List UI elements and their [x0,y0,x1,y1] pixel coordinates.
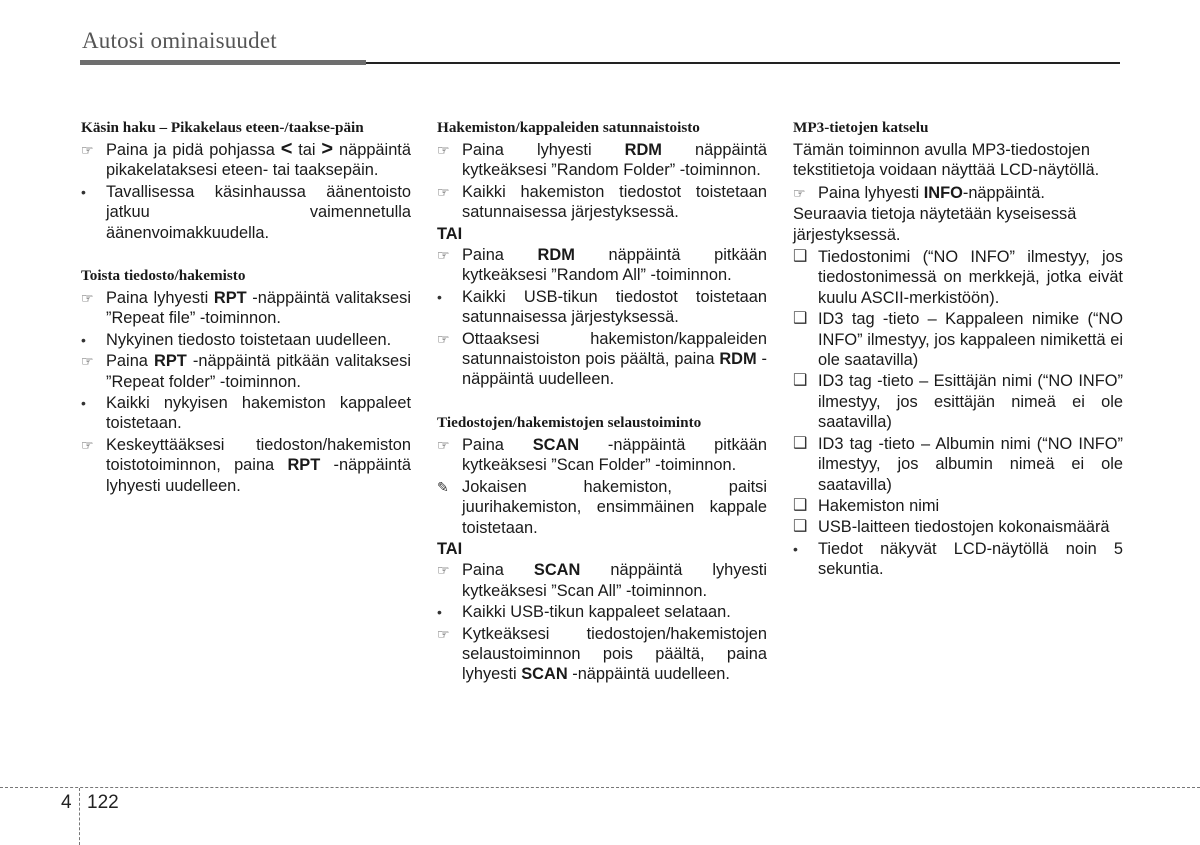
list-item: ☞ Paina lyhyesti RPT -näppäintä valitaksesi ”Repeat file” -toiminnon. [81,289,411,328]
checkbox-icon: ❑ [793,496,808,514]
pointing-hand-icon: ☞ [437,562,450,579]
list-item: ☞ Ottaaksesi hakemiston/kappaleiden satunnaistoiston pois päältä, paina RDM -näppäintä uudelleen. [437,329,767,389]
chevron-left-icon: < [280,138,293,160]
page-number: 122 [87,792,119,813]
or-label: TAI [437,224,463,243]
section-heading-manual-search: Käsin haku – Pikakelaus eteen-/taakse-päin [81,119,364,136]
pointing-hand-icon: ☞ [437,625,450,642]
section-heading-mp3-info: MP3-tietojen katselu [793,119,929,136]
bullet-icon: • [437,604,442,621]
list-item: ☞ Paina lyhyesti INFO-näppäintä. [793,183,1045,202]
list-item: • Kaikki USB-tikun kappaleet selataan. [437,603,731,622]
list-item: ❑ Hakemiston nimi [793,496,940,515]
list-item: ☞ Paina RDM näppäintä pitkään kytkeäksesi ”Random All” -toiminnon. [437,246,767,285]
pencil-note-icon: ✎ [437,478,449,495]
checkbox-icon: ❑ [793,372,808,390]
bullet-icon: • [81,331,86,348]
list-item: ☞ Kytkeäksesi tiedostojen/hakemistojen selaustoiminnon pois päältä, paina lyhyesti SCAN -näppäintä uudelleen. [437,624,767,684]
checkbox-icon: ❑ [793,434,808,452]
section-heading-repeat: Toista tiedosto/hakemisto [81,267,246,285]
list-item: • Kaikki nykyisen hakemiston kappaleet toistetaan. [81,394,411,433]
column-2 [437,118,767,686]
pointing-hand-icon: ☞ [81,142,94,158]
pointing-hand-icon: ☞ [437,183,450,200]
list-item: • Nykyinen tiedosto toistetaan uudelleen. [81,330,392,349]
footer-rule [0,787,1200,788]
list-item: ☞ Paina RPT -näppäintä pitkään valitaksesi ”Repeat folder” -toiminnon. [81,352,411,391]
pointing-hand-icon: ☞ [437,247,450,264]
section-heading-scan: Tiedostojen/hakemistojen selaustoiminto [437,413,702,431]
or-label: TAI [437,539,463,558]
pointing-hand-icon: ☞ [437,330,450,347]
bullet-icon: • [437,288,442,305]
column-1 [81,118,411,497]
list-item: ☞ Paina lyhyesti RDM näppäintä kytkeäksesi ”Random Folder” -toiminnon. [437,141,767,180]
list-item: • Tavallisessa käsinhaussa äänentoisto jatkuu vaimennetulla äänenvoimakkuudella. [81,182,411,242]
intro-paragraph: Tämän toiminnon avulla MP3-tiedostojen tekstitietoja voidaan näyttää LCD-näytöllä. [793,141,1100,180]
section-heading-random: Hakemiston/kappaleiden satunnaistoisto [437,119,700,136]
chevron-right-icon: > [321,138,334,160]
list-item: ☞ Keskeyttääksesi tiedoston/hakemiston toistotoiminnon, paina RPT -näppäintä lyhyesti uudelleen. [81,435,411,495]
list-item: ☞ Paina ja pidä pohjassa < tai > näppäintä pikakelataksesi eteen- tai taaksepäin. [81,138,411,180]
header-rule-thick [80,60,366,65]
checkbox-icon: ❑ [793,518,808,536]
list-item: ❑ USB-laitteen tiedostojen kokonaismäärä [793,518,1110,537]
footer-separator [79,788,80,845]
checkbox-icon: ❑ [793,310,808,328]
column-3 [793,118,1123,581]
info-paragraph: Seuraavia tietoja näytetään kyseisessä järjestyksessä. [793,205,1077,244]
pointing-hand-icon: ☞ [81,353,94,370]
list-item: ❑ ID3 tag -tieto – Kappaleen nimike (“NO INFO” ilmestyy, jos kappaleen nimikettä ei ole saatavilla) [793,310,1123,370]
pointing-hand-icon: ☞ [81,436,94,453]
list-item: ☞ Paina SCAN -näppäintä pitkään kytkeäksesi ”Scan Folder” -toiminnon. [437,435,767,475]
list-item: ❑ Tiedostonimi (“NO INFO” ilmestyy, jos tiedostonimessä on merkkejä, jotka eivät kuulu ASCII-merkistöön). [793,248,1123,307]
pointing-hand-icon: ☞ [793,184,806,201]
list-item: ❑ ID3 tag -tieto – Albumin nimi (“NO INFO” ilmestyy, jos albumin nimeä ei ole saatavilla) [793,434,1123,494]
list-item: • Kaikki USB-tikun tiedostot toistetaan satunnaisessa järjestyksessä. [437,287,767,327]
header-rule-thin [366,62,1120,64]
checkbox-icon: ❑ [793,248,808,266]
pointing-hand-icon: ☞ [437,142,450,158]
list-item: ☞ Paina SCAN näppäintä lyhyesti kytkeäksesi ”Scan All” -toiminnon. [437,561,767,600]
chapter-number: 4 [61,792,72,813]
bullet-icon: • [81,395,86,412]
bullet-icon: • [81,183,86,200]
list-item: ❑ ID3 tag -tieto – Esittäjän nimi (“NO INFO” ilmestyy, jos esittäjän nimeä ei ole saatavilla) [793,372,1123,432]
pointing-hand-icon: ☞ [437,436,450,453]
page-header-title: Autosi ominaisuudet [82,28,277,53]
list-item: ☞ Kaikki hakemiston tiedostot toistetaan satunnaisessa järjestyksessä. [437,182,767,222]
list-item: • Tiedot näkyvät LCD-näytöllä noin 5 sekuntia. [793,539,1123,579]
list-item: ✎ Jokaisen hakemiston, paitsi juurihakemiston, ensimmäinen kappale toistetaan. [437,477,767,537]
pointing-hand-icon: ☞ [81,290,94,307]
bullet-icon: • [793,540,798,557]
